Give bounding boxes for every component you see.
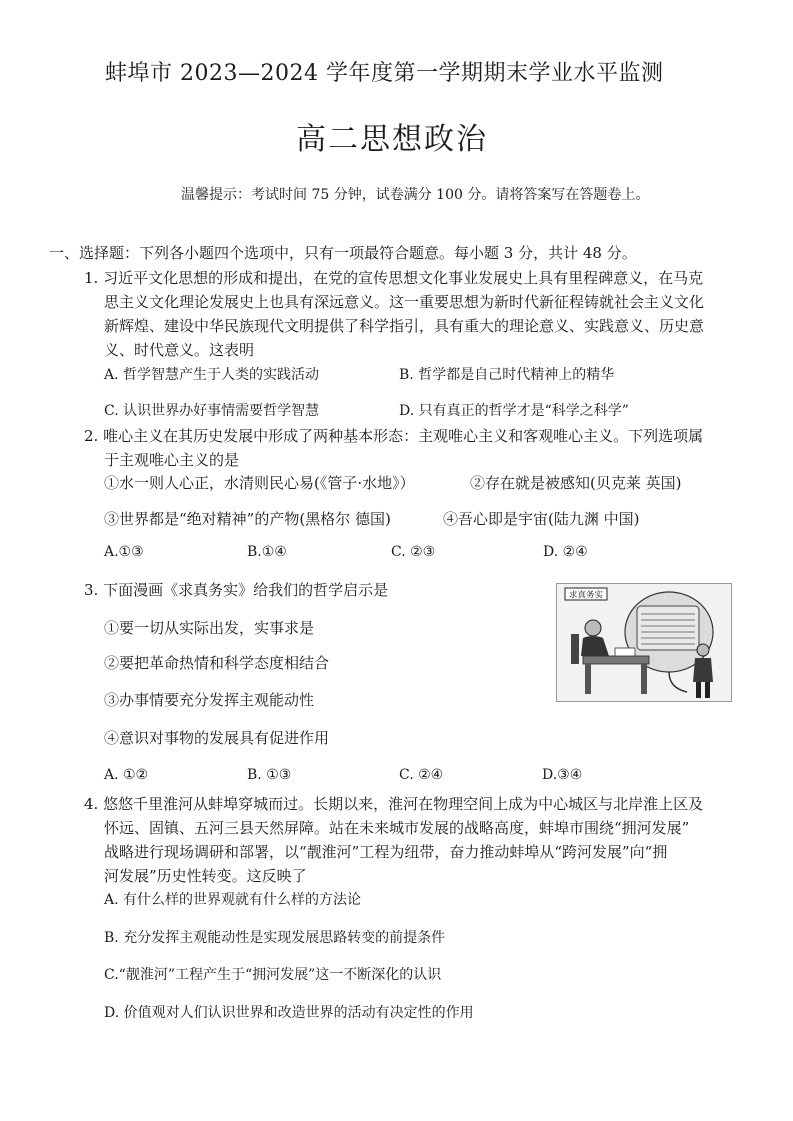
q1-option-d: D. 只有真正的哲学才是“科学之科学” xyxy=(399,403,629,419)
q4-line-3: 战略进行现场调研和部署，以“靓淮河”工程为纽带，奋力推动蚌埠从“跨河发展”向“拥 xyxy=(104,843,668,861)
exam-title: 蚌埠市 2023—2024 学年度第一学期期末学业水平监测 xyxy=(105,61,664,86)
q1-line-2: 思主义文化理论发展史上也具有深远意义。这一重要思想为新时代新征程铸就社会主义文化 xyxy=(104,293,705,311)
exam-tip: 温馨提示：考试时间 75 分钟，试卷满分 100 分。请将答案写在答题卷上。 xyxy=(181,187,650,203)
q4-line-1: 4. 悠悠千里淮河从蚌埠穿城而过。长期以来，淮河在物理空间上成为中心城区与北岸淮上区及 xyxy=(84,795,704,813)
q3-statement-1: ①要一切从实际出发，实事求是 xyxy=(104,619,315,637)
q2-option-c: C. ②③ xyxy=(391,544,436,560)
q3-statement-4: ④意识对事物的发展具有促进作用 xyxy=(104,729,330,747)
q3-option-a: A. ①② xyxy=(104,767,149,783)
q1-line-3: 新辉煌、建设中华民族现代文明提供了科学指引，具有重大的理论意义、实践意义、历史意 xyxy=(104,317,705,335)
q4-line-4: 河发展”历史性转变。这反映了 xyxy=(104,867,307,885)
q1-line-1: 1. 习近平文化思想的形成和提出，在党的宣传思想文化事业发展史上具有里程碑意义，在马克 xyxy=(84,269,704,287)
q2-statement-3: ③世界都是“绝对精神”的产物(黑格尔 德国) xyxy=(104,510,391,528)
q1-option-c: C. 认识世界办好事情需要哲学智慧 xyxy=(104,403,320,419)
q2-line-2: 于主观唯心主义的是 xyxy=(104,451,240,469)
q1-line-4: 义、时代意义。这表明 xyxy=(104,341,255,359)
q2-option-d: D. ②④ xyxy=(543,544,588,560)
section-heading: 一、选择题：下列各小题四个选项中，只有一项最符合题意。每小题 3 分，共计 48 分。 xyxy=(49,244,637,262)
q2-statement-2: ②存在就是被感知(贝克莱 英国) xyxy=(470,474,682,492)
q2-statement-4: ④吾心即是宇宙(陆九渊 中国) xyxy=(443,510,640,528)
q2-line-1: 2. 唯心主义在其历史发展中形成了两种基本形态：主观唯心主义和客观唯心主义。下列选项属 xyxy=(84,427,704,445)
q3-statement-3: ③办事情要充分发挥主观能动性 xyxy=(104,691,315,709)
q4-line-2: 怀远、固镇、五河三县天然屏障。站在未来城市发展的战略高度，蚌埠市围绕“拥河发展” xyxy=(104,819,690,837)
q2-statement-1: ①水一则人心正，水清则民心易(《管子·水地》） xyxy=(104,474,415,492)
q2-option-a: A.①③ xyxy=(104,544,144,560)
cartoon-image xyxy=(556,583,732,702)
q1-option-a: A. 哲学智慧产生于人类的实践活动 xyxy=(104,367,320,383)
q4-option-b: B. 充分发挥主观能动性是实现发展思路转变的前提条件 xyxy=(104,930,446,946)
q3-stem: 3. 下面漫画《求真务实》给我们的哲学启示是 xyxy=(84,581,389,599)
cartoon-drawing xyxy=(557,584,731,701)
q4-option-d: D. 价值观对人们认识世界和改造世界的活动有决定性的作用 xyxy=(104,1005,474,1021)
q3-option-b: B. ①③ xyxy=(247,767,292,783)
q1-option-b: B. 哲学都是自己时代精神上的精华 xyxy=(399,367,615,383)
q4-option-c: C.“靓淮河”工程产生于“拥河发展”这一不断深化的认识 xyxy=(104,967,442,983)
subject-title: 高二思想政治 xyxy=(296,122,488,157)
q3-option-c: C. ②④ xyxy=(399,767,444,783)
q2-option-b: B.①④ xyxy=(247,544,287,560)
q3-statement-2: ②要把革命热情和科学态度相结合 xyxy=(104,654,330,672)
q3-option-d: D.③④ xyxy=(542,767,583,783)
q4-option-a: A. 有什么样的世界观就有什么样的方法论 xyxy=(104,892,362,908)
cartoon-caption: 求真务实 xyxy=(568,590,604,601)
